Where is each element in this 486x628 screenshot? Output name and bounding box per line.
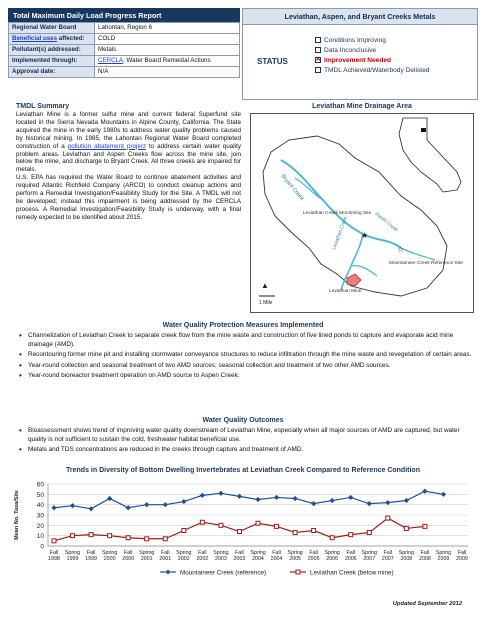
x-tick-label: 2002: [177, 556, 190, 562]
status-options: [315, 36, 429, 76]
data-point: [349, 533, 353, 537]
data-point: [51, 505, 56, 510]
data-point: [386, 516, 390, 520]
list-item: • Year-round collection and seasonal treatment of two AMD sources; seasonal collection and treatment of two other AMD sources.: [18, 362, 474, 371]
status-option-label: Conditions Improving: [324, 37, 386, 44]
y-tick-label: 40: [36, 502, 44, 510]
status-option-label: TMDL Achieved/Waterbody Delisted: [324, 67, 430, 74]
x-tick-label: Fall: [198, 550, 207, 556]
mine-site-icon: [347, 274, 361, 286]
x-tick-label: Fall: [420, 550, 430, 556]
waterbody-title: Leviathan, Aspen, and Bryant Creeks Metals: [243, 9, 477, 25]
data-point: [89, 533, 93, 537]
x-tick-label: Spring: [64, 550, 81, 556]
info-key: Pollutant(s) addressed:: [9, 45, 95, 56]
tmdl-summary: [16, 103, 241, 222]
data-point: [163, 537, 167, 541]
status-option-inconclusive: [315, 46, 429, 56]
x-tick-label: 2007: [363, 556, 376, 562]
data-point: [107, 496, 112, 501]
data-point: [348, 495, 353, 500]
info-key: Regional Water Board: [9, 23, 95, 34]
x-tick-label: Spring: [139, 550, 155, 556]
data-point: [182, 529, 186, 533]
mountaineer-creek-line: [401, 248, 435, 260]
summary-paragraph-1: [16, 111, 241, 174]
x-tick-label: 2007: [381, 556, 394, 562]
x-tick-label: 1999: [85, 556, 97, 562]
info-row-approval: [9, 67, 240, 78]
data-point: [293, 531, 297, 535]
measures-list: [18, 332, 474, 383]
status-label: STATUS: [257, 57, 288, 66]
map-label-reference: Mountaineer Creek Reference Site: [389, 261, 463, 266]
x-tick-label: Fall: [309, 550, 318, 556]
pollution-abatement-link[interactable]: pollution abatement project: [67, 142, 146, 150]
x-tick-label: Fall: [235, 550, 244, 556]
data-point: [423, 524, 427, 528]
data-point: [163, 502, 168, 507]
info-key: Approval date:: [9, 67, 95, 78]
x-tick-label: Spring: [176, 550, 192, 556]
info-key: Implemented through:: [9, 56, 95, 67]
data-point: [404, 498, 409, 503]
x-tick-label: 2000: [103, 556, 116, 562]
series-line: [54, 491, 443, 509]
x-tick-label: Fall: [346, 550, 356, 556]
data-point: [330, 498, 335, 503]
data-point: [218, 491, 223, 496]
info-value: COLD: [95, 34, 240, 45]
x-tick-label: Fall: [383, 550, 393, 556]
status-option-label: Data Inconclusive: [324, 47, 377, 54]
x-tick-label: Spring: [250, 550, 266, 556]
x-tick-label: 2002: [196, 556, 209, 562]
status-panel: [242, 8, 478, 100]
x-tick-label: 2004: [270, 556, 283, 562]
info-row-uses: [9, 34, 240, 45]
data-point: [200, 520, 204, 524]
x-tick-label: 2008: [400, 556, 413, 562]
x-tick-label: Fall: [272, 550, 281, 556]
data-point: [312, 529, 316, 533]
list-item: • Channelization of Leviathan Creek to separate creek flow from the mine waste and construction of five lined ponds to capture and evaporate acid mine drainage (AMD).: [18, 332, 474, 349]
chart-title: Trends in Diversity of Bottom Dwelling Invertebrates at Leviathan Creek Compared to Reference Condition: [66, 467, 420, 474]
map-label-monitoring: Leviathan Creek Monitoring Site: [303, 211, 372, 216]
info-value: N/A: [95, 67, 240, 78]
legend-marker: [296, 570, 300, 574]
data-point: [219, 523, 223, 527]
x-tick-label: 2000: [122, 556, 135, 562]
data-point: [367, 501, 372, 506]
data-point: [367, 531, 371, 535]
x-tick-label: 2006: [344, 556, 357, 562]
data-point: [274, 495, 279, 500]
info-row-implemented: [9, 56, 240, 67]
beneficial-uses-link[interactable]: Beneficial uses: [12, 35, 58, 42]
x-tick-label: 1998: [48, 556, 60, 562]
updated-date: Updated September 2012: [392, 601, 462, 607]
status-option-achieved: [315, 66, 429, 76]
x-tick-label: 2004: [252, 556, 264, 562]
x-tick-label: 2009: [437, 556, 450, 562]
x-tick-label: Fall: [86, 550, 96, 556]
data-point: [108, 534, 112, 538]
summary-heading: TMDL Summary: [16, 103, 70, 110]
summary-paragraph-2: U.S. EPA has required the Water Board to continue abatement activities and required Atlantic Richfield Company (ARCO) to conduct cleanup actions and perform a Remedial Investigation/Feasibility Study for the Site. A TMDL will not be developed; instead this impairment is being addressed by the CERCLA process. A Remedial Investigation/Feasibility Study is underway, with a final remedy expected to be identified about 2015.: [16, 174, 241, 221]
x-tick-label: 2001: [159, 556, 172, 562]
info-value: Metals: [95, 45, 240, 56]
data-point: [311, 501, 316, 506]
info-key: [9, 34, 95, 45]
scale-label: 1 Mile: [259, 300, 273, 306]
data-point: [144, 502, 149, 507]
info-value: Lahontan, Region 6: [95, 23, 240, 34]
data-point: [255, 497, 260, 502]
x-tick-label: Spring: [324, 550, 340, 556]
list-item: • Year-round bioreactor treatment operation on AMD source to Aspen Creek.: [18, 372, 474, 381]
data-point: [145, 537, 149, 541]
checked-box-icon: [315, 57, 321, 63]
report-title: Total Maximum Daily Load Progress Report: [8, 8, 240, 22]
legend-label: Leviathan Creek (below mine): [310, 569, 394, 577]
list-item: • Recontouring former mine pit and installing stormwater conveyance structures to reduce infiltration through the mine waste and revegetation of certain areas.: [18, 351, 474, 360]
data-point: [181, 499, 186, 504]
data-point: [275, 524, 279, 528]
outcomes-heading: Water Quality Outcomes: [202, 417, 284, 424]
x-tick-label: 2008: [419, 556, 431, 562]
x-tick-label: 1999: [66, 556, 79, 562]
checkbox-icon: [315, 67, 321, 73]
outcomes-list: [18, 427, 474, 457]
map-label-bryant: Bryant Creek: [279, 173, 305, 202]
summary-text: to address certain water quality problem areas. Leviathan and Aspen Creeks flow across the mine site, join below the mine, and discharge to Bryant Creek. All three creeks are impaired for metals.: [16, 142, 242, 174]
cercla-link[interactable]: CERCLA: [98, 57, 124, 64]
y-tick-label: 10: [36, 533, 44, 541]
data-point: [237, 530, 241, 534]
status-option-label: Improvement Needed: [324, 57, 392, 64]
x-tick-label: Fall: [160, 550, 170, 556]
x-tick-label: Spring: [398, 550, 415, 556]
checkbox-icon: [315, 37, 321, 43]
data-point: [256, 521, 260, 525]
x-tick-label: 2003: [233, 556, 246, 562]
x-tick-label: Spring: [213, 550, 229, 556]
x-tick-label: Fall: [123, 550, 133, 556]
x-tick-label: 2006: [326, 556, 339, 562]
info-key-suffix: affected:: [57, 35, 85, 42]
drainage-map: [250, 113, 474, 313]
california-inset-icon: [399, 118, 461, 192]
reference-site-icon: ☆: [397, 245, 405, 254]
x-tick-label: Spring: [435, 550, 452, 556]
list-item: • Metals and TDS concentrations are reduced in the creeks through capture and treatment of AMD.: [18, 446, 474, 455]
info-row-pollutants: [9, 45, 240, 56]
y-tick-label: 30: [36, 512, 44, 520]
x-tick-label: 2009: [456, 556, 468, 562]
data-point: [70, 503, 75, 508]
map-label-mine: Leviathan Mine: [329, 289, 362, 294]
y-tick-label: 60: [36, 481, 44, 489]
data-point: [441, 492, 446, 497]
data-point: [52, 539, 56, 543]
legend-label: Mountaineer Creek (reference): [180, 569, 267, 577]
north-arrow-icon: ▲: [261, 281, 269, 290]
x-tick-label: 2003: [215, 556, 227, 562]
measures-heading: Water Quality Protection Measures Implemented: [162, 322, 324, 329]
data-point: [200, 493, 205, 498]
y-axis-label: Mean No. Taxa/Site: [14, 490, 20, 540]
info-value-text: , Water Board Remedial Actions: [123, 57, 211, 64]
checkbox-icon: [315, 47, 321, 53]
map-svg: [251, 114, 475, 314]
info-table: [8, 22, 240, 78]
x-tick-label: Fall: [457, 550, 467, 556]
x-tick-label: 2005: [307, 556, 320, 562]
status-option-needed: [315, 56, 429, 66]
data-point: [422, 489, 427, 494]
data-point: [292, 496, 297, 501]
map-title: Leviathan Mine Drainage Area: [312, 103, 412, 110]
x-tick-label: 2001: [140, 556, 153, 562]
status-option-improving: [315, 36, 429, 46]
scale-bar: [259, 296, 275, 306]
data-point: [404, 526, 408, 530]
y-tick-label: 50: [36, 491, 44, 499]
x-tick-label: Spring: [287, 550, 303, 556]
data-point: [330, 536, 334, 540]
monitoring-site-icon: ★: [361, 231, 369, 240]
trend-chart: [8, 476, 478, 584]
info-row-region: [9, 23, 240, 34]
data-point: [126, 536, 130, 540]
list-item: • Bioassessment shows trend of improving water quality downstream of Leviathan Mine, especially when all major sources of AMD are captured, but water quality is not sufficient to sustain the cold, freshwater habitat beneficial use.: [18, 427, 474, 444]
data-point: [71, 534, 75, 538]
y-tick-label: 0: [40, 543, 44, 551]
legend-marker: [166, 570, 171, 575]
map-label-leviathan: Leviathan Creek: [332, 216, 349, 251]
x-tick-label: Spring: [101, 550, 118, 556]
map-label-aspen: Aspen Creek: [373, 211, 399, 234]
y-tick-label: 20: [36, 522, 44, 530]
report-header: [8, 8, 240, 78]
x-tick-label: Spring: [361, 550, 377, 556]
data-point: [126, 505, 131, 510]
x-tick-label: Fall: [49, 550, 59, 556]
info-value: [95, 56, 240, 67]
summary-text: Leviathan Mine is a former sulfur mine and current federal Superfund site located in the Sierra Nevada Mountains in Alpine County, California. The State acquired the mine in the early 1980s to address water quality problems caused by historical mining. In 1985, the Lahontan Regional Water Board completed construction of a: [16, 111, 241, 150]
x-tick-label: 2005: [289, 556, 301, 562]
data-point: [88, 506, 93, 511]
